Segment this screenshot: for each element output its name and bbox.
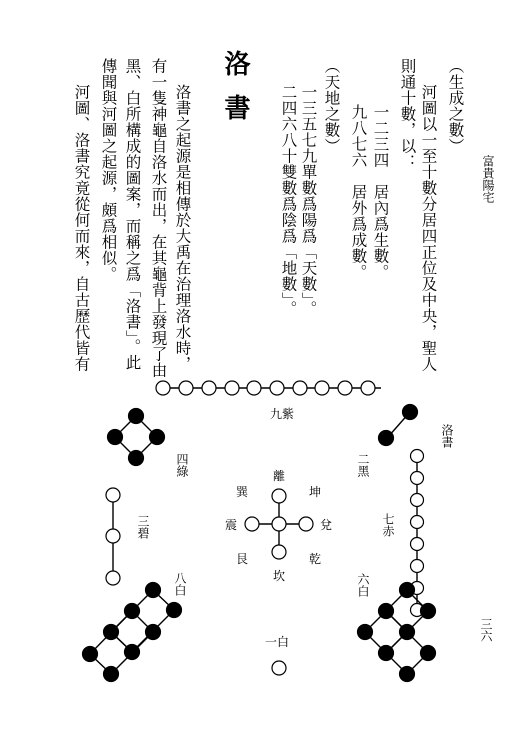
- label-sanbi: 三碧: [136, 515, 150, 539]
- para-line: 一二三四 居內爲生數。: [371, 104, 390, 280]
- trigram-gen: 艮: [236, 552, 249, 566]
- heading-shengcheng: （生成之數）: [446, 58, 465, 154]
- label-yibai: 一白: [265, 635, 290, 649]
- trigram-qian: 乾: [309, 552, 322, 566]
- label-luoshu: 洛書: [440, 424, 454, 448]
- trigram-kun: 坤: [309, 485, 322, 499]
- label-liubai: 六白: [356, 573, 370, 597]
- label-jiuzi: 九紫: [270, 407, 295, 421]
- trigram-zhen: 震: [225, 518, 238, 532]
- trigram-li: 離: [273, 469, 286, 483]
- para-line: 九八七六 居外爲成數。: [349, 104, 368, 280]
- trigram-xun: 巽: [236, 485, 249, 499]
- para-line: 傳聞與河圖之起源，頗爲相似。: [99, 58, 118, 282]
- trigram-dui: 兌: [320, 518, 333, 532]
- para-line: 則通十數，以：: [398, 58, 417, 170]
- para-line: 洛書之起源是相傳於大禹在治理洛水時，: [173, 84, 192, 372]
- heading-tiandi: （天地之數）: [322, 58, 341, 154]
- label-babai: 八白: [173, 572, 187, 596]
- label-silu: 四綠: [175, 453, 189, 477]
- para-line: 二四六八十雙數爲陰爲「地數」。: [279, 84, 298, 317]
- para-line: 河圖以一至十數分居四正位及中央，聖人: [419, 84, 438, 372]
- page-title: 洛書: [220, 50, 250, 138]
- trigram-kan: 坎: [273, 569, 286, 583]
- label-qichi: 七赤: [381, 513, 395, 537]
- para-line: 黑、白所構成的圖案，而稱之爲「洛書」。此: [123, 58, 142, 371]
- page-number: 三六: [479, 618, 493, 642]
- running-header: 富貴陽宅: [481, 155, 495, 203]
- para-line: 河圖、洛書究竟從何而來，自古歷代皆有: [72, 84, 91, 372]
- para-line: 一三五七九單數爲陽爲「天數」。: [299, 84, 318, 317]
- label-erhei: 二黑: [356, 453, 370, 477]
- para-line: 有一隻神龜自洛水而出，在其龜背上發現了由: [149, 58, 168, 378]
